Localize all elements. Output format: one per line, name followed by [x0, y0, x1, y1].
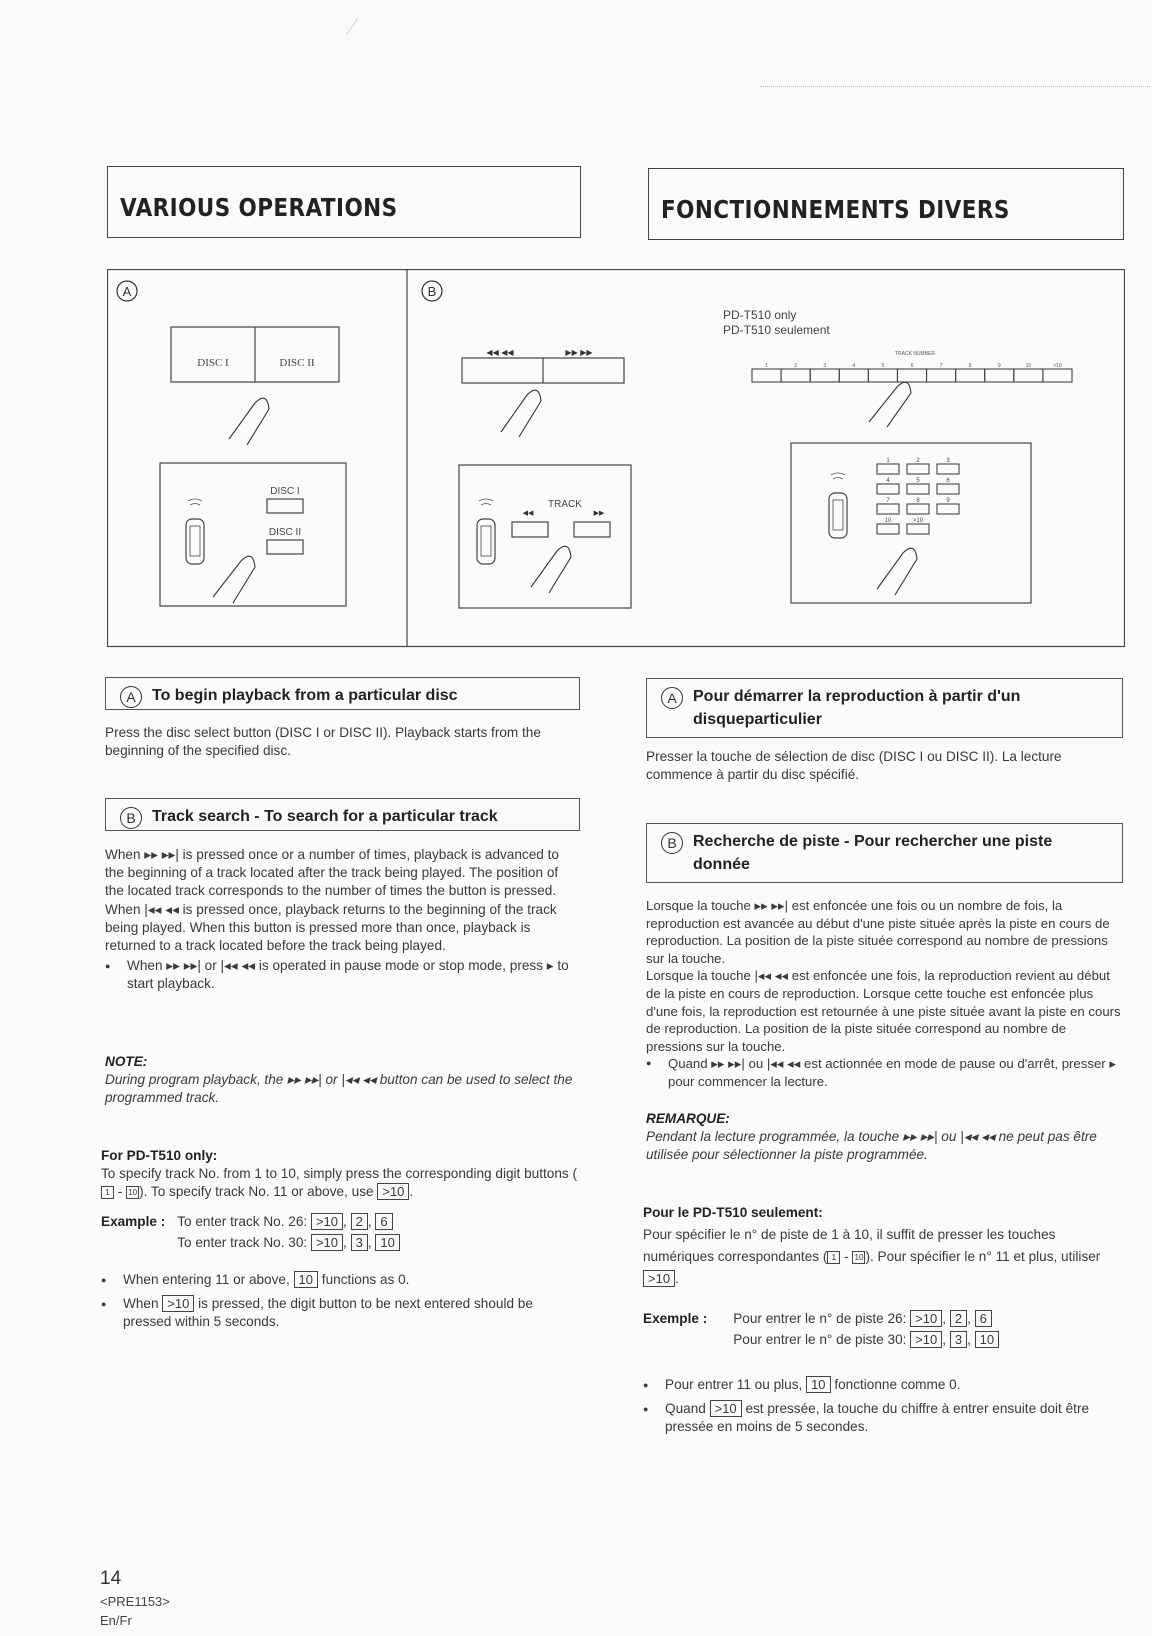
keypad-button	[907, 464, 929, 474]
signal-icon	[479, 499, 493, 505]
track-digit-button	[1043, 369, 1072, 382]
remote-skip-back-button	[512, 522, 548, 537]
track-digit-button	[868, 369, 897, 382]
keypad-button	[877, 484, 899, 494]
keypad-button	[937, 504, 959, 514]
section-a-title-box-en	[105, 677, 580, 710]
track-digit-button	[752, 369, 781, 382]
bullet-item: ● When >10 is pressed, the digit button to be next entered should be pressed within 5 seconds.	[101, 1295, 581, 1331]
keypad-button	[907, 504, 929, 514]
keypad-label: >10	[912, 518, 924, 524]
label-a-badge: A	[120, 686, 142, 708]
track-digit-button	[781, 369, 810, 382]
operation-figure	[107, 269, 1125, 649]
keypad-button	[877, 464, 899, 474]
remote-disc-2-button	[267, 540, 303, 554]
track-digit-button	[1014, 369, 1043, 382]
keypad-button	[937, 464, 959, 474]
note-body-fr: Pendant la lecture programmée, la touche ▸▸ ▸▸| ou |◂◂ ◂◂ ne peut pas être utilisée pour sélectionner la piste programmée.	[646, 1129, 1097, 1163]
bullet-item: ● When ▸▸ ▸▸| or |◂◂ ◂◂ is operated in pause mode or stop mode, press ▸ to start playback.	[105, 957, 580, 993]
track-digit-label: >10	[1053, 363, 1062, 369]
section-a-body-fr: Presser la touche de sélection de disc (DISC I ou DISC II). La lecture commence à partir du disc spécifié.	[646, 749, 1062, 783]
track-digit-label: 10	[1025, 363, 1032, 369]
label-b-badge: B	[120, 807, 142, 829]
model-note-en: PD-T510 only	[723, 308, 797, 322]
language-code: En/Fr	[100, 1613, 132, 1628]
skip-back-symbol: ◀◀ ◀◀	[486, 348, 514, 357]
track-digit-label: 2	[794, 363, 798, 369]
model-title-en: For PD-T510 only:	[101, 1148, 218, 1163]
model-title-fr: Pour le PD-T510 seulement:	[643, 1205, 823, 1220]
paragraph: Lorsque la touche |◂◂ ◂◂ est enfoncée une fois, la reproduction revient au début de la piste en cours de reproduction. Lorsque cette touche est enfoncée plus d'une fois, la reproduction est retournée à une piste située avant la piste en cours de reproduction. La position de la piste située correspond au nombre de pressions sur la touche.	[646, 968, 1121, 1054]
keypad-button	[907, 524, 929, 534]
gt10-key: >10	[377, 1183, 409, 1200]
remote-skip-back-symbol: ◀◀	[522, 509, 534, 517]
example-fr	[643, 1310, 999, 1349]
keypad-button	[907, 484, 929, 494]
note-fr	[646, 1110, 1123, 1165]
track-digit-button	[897, 369, 926, 382]
keypad-label: 6	[946, 478, 950, 484]
section-b-title-box-fr	[646, 823, 1123, 883]
remote-skip-forward-button	[574, 522, 610, 537]
track-number-label: TRACK NUMBER	[894, 351, 936, 357]
remote-track-label: TRACK	[548, 499, 582, 510]
example-line: To enter track No. 30: >10 , 3 , 10	[177, 1234, 400, 1252]
header-box-fr	[648, 168, 1124, 240]
bullets-en	[101, 1271, 581, 1332]
section-b-title-en: Track search - To search for a particular track	[152, 808, 498, 825]
bullet-item: ● Quand ▸▸ ▸▸| ou |◂◂ ◂◂ est actionnée en mode de pause ou d'arrêt, presser ▸ pour commencer la lecture.	[646, 1055, 1123, 1090]
document-code: <PRE1153>	[100, 1594, 170, 1609]
model-note-fr: PD-T510 seulement	[723, 323, 830, 337]
model-section-fr	[643, 1202, 1123, 1290]
finger-icon	[213, 556, 255, 603]
paragraph: When ▸▸ ▸▸| is pressed once or a number of times, playback is advanced to the beginning of a track located after the track being played. The position of the located track corresponds to the number of times the button is pressed.	[105, 847, 559, 899]
remote-skip-forward-symbol: ▶▶	[593, 509, 605, 517]
keypad-button	[937, 484, 959, 494]
keypad-label: 3	[946, 458, 950, 464]
remote-digit-keypad	[877, 458, 959, 534]
model-section-en	[101, 1147, 581, 1202]
keypad-label: 4	[886, 478, 890, 484]
header-box-en	[107, 166, 581, 238]
keypad-button	[877, 524, 899, 534]
page-number: 14	[100, 1568, 122, 1589]
track-digit-button	[985, 369, 1014, 382]
note-en	[105, 1053, 580, 1108]
keypad-label: 9	[946, 498, 950, 504]
track-digit-label: 9	[997, 363, 1001, 369]
note-body-en: During program playback, the ▸▸ ▸▸| or |◂◂ ◂◂ button can be used to select the programmed track.	[105, 1072, 573, 1106]
bullet-item: ● Quand >10 est pressée, la touche du chiffre à entrer ensuite doit être pressée en moins de 5 secondes.	[643, 1400, 1123, 1436]
signal-icon	[188, 499, 202, 505]
section-b-body-fr	[646, 897, 1123, 1091]
disc-2-button-label: DISC II	[279, 357, 315, 369]
page-title-fr: FONCTIONNEMENTS DIVERS	[661, 195, 1010, 224]
label-b-badge: B	[661, 832, 683, 854]
digit-button-strip	[752, 363, 1072, 382]
bullet-item: ● When entering 11 or above, 10 functions as 0.	[101, 1271, 581, 1289]
section-a-body-en: Press the disc select button (DISC I or DISC II). Playback starts from the beginning of the specified disc.	[105, 725, 541, 759]
remote-panel-keypad	[791, 443, 1031, 603]
keypad-label: 10	[884, 518, 892, 524]
track-digit-label: 8	[968, 363, 972, 369]
example-label-en: Example :	[101, 1214, 166, 1229]
label-a-badge: A	[661, 687, 683, 709]
paragraph: Lorsque la touche ▸▸ ▸▸| est enfoncée une fois ou un nombre de fois, la reproduction est avancée au début d'une piste située après la piste en cours de reproduction. La position de la piste située correspond au nombre de pressions sur la touche.	[646, 898, 1110, 966]
label-b: B	[427, 284, 437, 299]
signal-icon	[831, 473, 845, 479]
example-en	[101, 1213, 400, 1252]
track-digit-label: 4	[852, 363, 856, 369]
section-a-title-box-fr	[646, 678, 1123, 738]
gt10-key: >10	[643, 1270, 675, 1287]
example-label-fr: Exemple :	[643, 1311, 708, 1326]
bullet-item: ● Pour entrer 11 ou plus, 10 fonctionne comme 0.	[643, 1376, 1123, 1394]
track-digit-button	[839, 369, 868, 382]
keypad-label: 5	[916, 478, 920, 484]
paragraph: When |◂◂ ◂◂ is pressed once, playback returns to the beginning of the track being played. When this button is pressed more than once, playback is returned to a track located before the track being played.	[105, 901, 557, 954]
finger-icon	[501, 390, 541, 437]
scan-mark	[346, 19, 369, 42]
track-digit-button	[810, 369, 839, 382]
remote-disc-2-label: DISC II	[268, 527, 302, 538]
example-line: To enter track No. 26: >10 , 2 , 6	[177, 1213, 400, 1231]
note-title-en: NOTE:	[105, 1054, 148, 1069]
section-b-title-box-en	[105, 798, 580, 831]
section-b-title-fr: Recherche de piste - Pour rechercher une piste donnée	[693, 833, 1053, 873]
track-digit-label: 5	[881, 363, 885, 369]
model-body-fr: Pour spécifier le n° de piste de 1 à 10, il suffit de presser les touches numériques correspondantes ( 1 - 10 ). Pour spécifier le n° 11 et plus, utiliser >10 .	[643, 1227, 1101, 1286]
note-title-fr: REMARQUE:	[646, 1111, 730, 1126]
track-digit-label: 6	[910, 363, 914, 369]
keypad-label: 2	[916, 458, 920, 464]
keypad-label: 7	[886, 498, 890, 504]
example-line: Pour entrer le n° de piste 30: >10 , 3 , 10	[733, 1331, 999, 1349]
keypad-button	[877, 504, 899, 514]
scan-artifact	[760, 86, 1150, 91]
page-title-en: VARIOUS OPERATIONS	[120, 193, 398, 222]
section-a-title-en: To begin playback from a particular disc	[152, 687, 458, 704]
finger-icon	[229, 398, 269, 445]
finger-icon	[531, 546, 571, 593]
finger-icon	[869, 382, 911, 427]
remote-disc-1-button	[267, 499, 303, 513]
keypad-label: 8	[916, 498, 920, 504]
section-b-body-en	[105, 846, 580, 994]
skip-forward-symbol: ▶▶ ▶▶	[565, 348, 593, 357]
keypad-label: 1	[886, 458, 890, 464]
model-body-en: To specify track No. from 1 to 10, simply press the corresponding digit buttons (1 - 10 ). To specify track No. 11 or above, use >10 .	[101, 1166, 577, 1200]
label-a: A	[122, 284, 132, 299]
bullets-fr	[643, 1376, 1123, 1437]
example-line: Pour entrer le n° de piste 26: >10 , 2 , 6	[733, 1310, 999, 1328]
track-digit-label: 7	[939, 363, 943, 369]
track-digit-label: 3	[823, 363, 827, 369]
track-digit-label: 1	[765, 363, 768, 369]
remote-disc-1-label: DISC I	[270, 486, 300, 497]
track-digit-button	[927, 369, 956, 382]
finger-icon	[877, 548, 917, 595]
track-digit-button	[956, 369, 985, 382]
disc-1-button-label: DISC I	[197, 357, 229, 369]
section-a-title-fr: Pour démarrer la reproduction à partir d'un disqueparticulier	[693, 688, 1021, 728]
remote-panel-a	[160, 463, 346, 606]
